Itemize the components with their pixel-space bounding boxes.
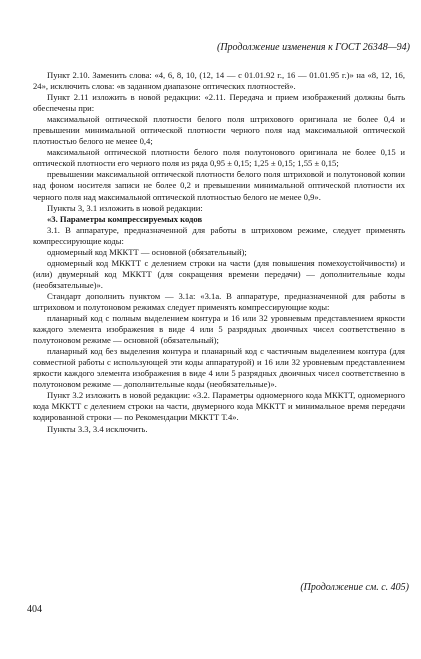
continuation-note: (Продолжение см. с. 405) [300, 582, 409, 593]
paragraph-3-2: Пункт 3.2 изложить в новой редакции: «3.2. Параметры одномерного кода МККТТ, одномерного кода МККТТ с делением строки на части, двумерного кода МККТТ и минимальное время передачи кодированной строки — по Рекомендации МККТТ Т.4». [33, 390, 405, 423]
paragraph-3-1: 3.1. В аппаратуре, предназначенной для работы в штриховом режиме, следует применять компрессирующие коды: [33, 224, 405, 246]
paragraph-3-3-3-4-removed: Пункты 3.3, 3.4 исключить. [47, 423, 148, 434]
page-header: (Продолжение изменения к ГОСТ 26348—94) [217, 42, 410, 53]
document-body [33, 70, 405, 435]
paragraph-planar-code-extra: планарный код без выделения контура и планарный код с частичным выделением контура (для совместной работы с использующей эти коды аппаратурой) и 16 или 32 уровневым представлением яркости каждого элемента изображения в виде 4 или 5 разрядных двоичных чисел соответственно в полутоновом режиме — дополнительные коды (необязательные)». [33, 346, 405, 390]
paragraph-max-density-halftone: максимальной оптической плотности белого поля полутонового оригинала не более 0,15 и оптической плотности его черного поля из ряда 0,95 ± 0,15; 1,25 ± 0,15; 1,55 ± 0,15; [33, 147, 405, 169]
paragraph-3-1a: Стандарт дополнить пунктом — 3.1а: «3.1а. В аппаратуре, предназначенной для работы в штриховом и полутоновом режимах следует применять компрессирующие коды: [33, 290, 405, 312]
paragraph-planar-code-main: планарный код с полным выделением контура и 16 или 32 уровневым представлением яркости каждого элемента изображения в виде 4 или 5 разрядных двоичных чисел соответственно в полутоновом режиме — основной (обязательный); [33, 313, 405, 346]
section-heading-compressed-codes [33, 214, 405, 225]
section-heading-text: «3. Параметры компрессируемых кодов [47, 213, 203, 224]
paragraph-2-10: Пункт 2.10. Заменить слова: «4, 6, 8, 10, (12, 14 — с 01.01.92 г., 16 — 01.01.95 г.)» на «8, 12, 16, 24», исключить слова: «в заданном диапазоне оптических плотностей». [33, 70, 405, 92]
paragraph-excess-density: превышении максимальной оптической плотности белого поля штриховой и полутоновой копии над фоном носителя записи не более 0,2 и превышении минимальной оптической плотности их черного поля над максимальной оптической плотностью белого не менее 0,9». [33, 169, 405, 202]
paragraph-3-3-1-new: Пункты 3, 3.1 изложить в новой редакции: [47, 202, 203, 213]
paragraph-2-11-intro: Пункт 2.11 изложить в новой редакции: «2.11. Передача и прием изображений должны быть обеспечены при: [33, 92, 405, 114]
paragraph-max-density-line: максимальной оптической плотности белого поля штрихового оригинала не более 0,4 и превышении минимальной оптической плотности черного поля над максимальной оптической плотностью белого не менее 0,4; [33, 114, 405, 147]
paragraph-1d-code-main: одномерный код МККТТ — основной (обязательный); [47, 246, 247, 257]
page-number: 404 [27, 604, 42, 615]
paragraph-1d-2d-codes-extra: одномерный код МККТТ с делением строки на части (для повышения помехоустойчивости) и (или) двумерный код МККТТ (для сокращения времени передачи) — дополнительные коды (необязательные)». [33, 257, 405, 290]
